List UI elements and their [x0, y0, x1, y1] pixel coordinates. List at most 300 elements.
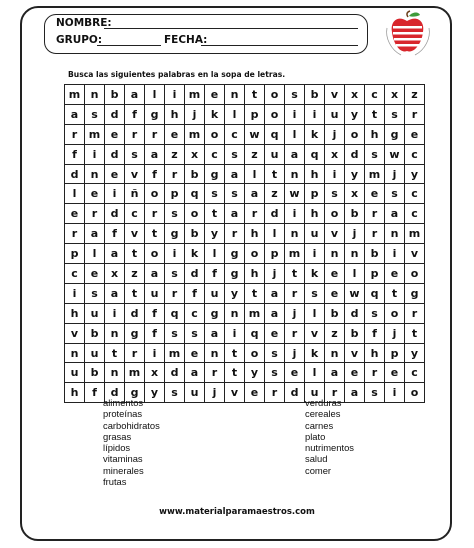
- grid-cell[interactable]: e: [185, 343, 205, 363]
- grid-cell[interactable]: e: [205, 85, 225, 105]
- grid-cell[interactable]: y: [405, 343, 425, 363]
- grid-cell[interactable]: s: [385, 104, 405, 124]
- grid-cell[interactable]: t: [405, 323, 425, 343]
- grid-cell[interactable]: i: [145, 343, 165, 363]
- grid-cell[interactable]: t: [245, 85, 265, 105]
- grid-cell[interactable]: r: [165, 164, 185, 184]
- grid-cell[interactable]: c: [185, 303, 205, 323]
- grid-cell[interactable]: u: [85, 343, 105, 363]
- grid-cell[interactable]: m: [185, 124, 205, 144]
- grid-cell[interactable]: s: [125, 144, 145, 164]
- grid-cell[interactable]: m: [405, 224, 425, 244]
- grid-cell[interactable]: e: [405, 124, 425, 144]
- grid-cell[interactable]: n: [285, 164, 305, 184]
- grid-cell[interactable]: d: [105, 104, 125, 124]
- grid-cell[interactable]: z: [325, 323, 345, 343]
- grid-cell[interactable]: e: [265, 323, 285, 343]
- grid-cell[interactable]: n: [385, 224, 405, 244]
- grid-cell[interactable]: r: [365, 363, 385, 383]
- grid-cell[interactable]: r: [245, 204, 265, 224]
- grid-cell[interactable]: g: [225, 244, 245, 264]
- grid-cell[interactable]: r: [125, 124, 145, 144]
- grid-cell[interactable]: x: [325, 144, 345, 164]
- grid-cell[interactable]: e: [85, 264, 105, 284]
- grid-cell[interactable]: q: [265, 124, 285, 144]
- grid-cell[interactable]: u: [145, 283, 165, 303]
- grid-cell[interactable]: f: [365, 323, 385, 343]
- grid-cell[interactable]: x: [145, 363, 165, 383]
- grid-cell[interactable]: s: [285, 85, 305, 105]
- grid-cell[interactable]: w: [245, 124, 265, 144]
- grid-cell[interactable]: n: [325, 343, 345, 363]
- grid-cell[interactable]: x: [105, 264, 125, 284]
- grid-cell[interactable]: c: [405, 184, 425, 204]
- grid-cell[interactable]: s: [225, 144, 245, 164]
- grid-cell[interactable]: e: [345, 363, 365, 383]
- grid-cell[interactable]: p: [165, 184, 185, 204]
- grid-cell[interactable]: n: [65, 343, 85, 363]
- grid-cell[interactable]: s: [85, 104, 105, 124]
- grid-cell[interactable]: n: [205, 343, 225, 363]
- grid-cell[interactable]: r: [145, 124, 165, 144]
- grid-cell[interactable]: u: [185, 383, 205, 403]
- grid-cell[interactable]: n: [105, 363, 125, 383]
- grid-cell[interactable]: o: [145, 244, 165, 264]
- grid-cell[interactable]: r: [85, 204, 105, 224]
- grid-cell[interactable]: m: [185, 85, 205, 105]
- grid-cell[interactable]: l: [85, 244, 105, 264]
- grid-cell[interactable]: e: [65, 204, 85, 224]
- grid-cell[interactable]: k: [305, 343, 325, 363]
- grid-cell[interactable]: z: [245, 144, 265, 164]
- grid-cell[interactable]: d: [125, 303, 145, 323]
- grid-cell[interactable]: z: [125, 264, 145, 284]
- grid-cell[interactable]: a: [145, 264, 165, 284]
- grid-cell[interactable]: q: [365, 283, 385, 303]
- grid-cell[interactable]: i: [385, 244, 405, 264]
- grid-cell[interactable]: d: [345, 303, 365, 323]
- grid-cell[interactable]: l: [145, 85, 165, 105]
- grid-cell[interactable]: j: [265, 264, 285, 284]
- grid-cell[interactable]: c: [405, 144, 425, 164]
- grid-cell[interactable]: t: [385, 283, 405, 303]
- grid-cell[interactable]: c: [365, 85, 385, 105]
- grid-cell[interactable]: r: [65, 124, 85, 144]
- grid-cell[interactable]: o: [325, 204, 345, 224]
- grid-cell[interactable]: f: [145, 323, 165, 343]
- grid-cell[interactable]: s: [165, 323, 185, 343]
- grid-cell[interactable]: d: [345, 144, 365, 164]
- grid-cell[interactable]: x: [185, 144, 205, 164]
- grid-cell[interactable]: v: [305, 323, 325, 343]
- grid-cell[interactable]: h: [245, 264, 265, 284]
- grid-cell[interactable]: z: [165, 144, 185, 164]
- grid-cell[interactable]: h: [165, 104, 185, 124]
- grid-cell[interactable]: o: [405, 264, 425, 284]
- grid-cell[interactable]: v: [325, 224, 345, 244]
- grid-cell[interactable]: n: [85, 85, 105, 105]
- grid-cell[interactable]: j: [345, 224, 365, 244]
- grid-cell[interactable]: v: [345, 343, 365, 363]
- grid-cell[interactable]: l: [305, 303, 325, 323]
- grid-cell[interactable]: r: [205, 363, 225, 383]
- grid-cell[interactable]: e: [85, 184, 105, 204]
- grid-cell[interactable]: m: [65, 85, 85, 105]
- grid-cell[interactable]: a: [145, 144, 165, 164]
- grid-cell[interactable]: n: [105, 323, 125, 343]
- grid-cell[interactable]: b: [305, 85, 325, 105]
- grid-cell[interactable]: l: [245, 164, 265, 184]
- grid-cell[interactable]: r: [165, 283, 185, 303]
- grid-cell[interactable]: d: [105, 144, 125, 164]
- grid-cell[interactable]: a: [185, 363, 205, 383]
- grid-cell[interactable]: i: [165, 244, 185, 264]
- grid-cell[interactable]: p: [365, 264, 385, 284]
- grid-cell[interactable]: s: [225, 184, 245, 204]
- grid-cell[interactable]: y: [345, 104, 365, 124]
- word-search-grid: [64, 84, 425, 403]
- grid-cell[interactable]: o: [205, 124, 225, 144]
- grid-cell[interactable]: a: [125, 85, 145, 105]
- grid-cell[interactable]: i: [385, 383, 405, 403]
- grid-cell[interactable]: k: [205, 104, 225, 124]
- grid-cell[interactable]: a: [225, 204, 245, 224]
- grid-cell[interactable]: w: [285, 184, 305, 204]
- grid-cell[interactable]: a: [325, 363, 345, 383]
- grid-cell[interactable]: n: [85, 164, 105, 184]
- grid-cell[interactable]: r: [405, 303, 425, 323]
- grid-cell[interactable]: f: [85, 383, 105, 403]
- grid-cell[interactable]: y: [145, 383, 165, 403]
- grid-cell[interactable]: c: [225, 124, 245, 144]
- grid-cell[interactable]: e: [285, 363, 305, 383]
- grid-cell[interactable]: l: [225, 104, 245, 124]
- grid-cell[interactable]: g: [165, 224, 185, 244]
- grid-cell[interactable]: i: [65, 283, 85, 303]
- fecha-field[interactable]: [201, 45, 358, 46]
- grid-cell[interactable]: r: [65, 224, 85, 244]
- grid-cell[interactable]: h: [245, 224, 265, 244]
- grid-cell[interactable]: e: [325, 283, 345, 303]
- grid-cell[interactable]: i: [305, 244, 325, 264]
- grid-cell[interactable]: j: [205, 383, 225, 403]
- grid-cell[interactable]: e: [325, 264, 345, 284]
- grid-cell[interactable]: l: [345, 264, 365, 284]
- grid-cell[interactable]: p: [65, 244, 85, 264]
- grid-cell[interactable]: t: [145, 224, 165, 244]
- grid-cell[interactable]: a: [245, 184, 265, 204]
- grid-cell[interactable]: r: [125, 343, 145, 363]
- grid-cell[interactable]: g: [205, 164, 225, 184]
- grid-cell[interactable]: n: [285, 224, 305, 244]
- grid-cell[interactable]: c: [405, 204, 425, 224]
- grid-cell[interactable]: e: [165, 124, 185, 144]
- grid-cell[interactable]: z: [265, 184, 285, 204]
- grid-cell[interactable]: v: [65, 323, 85, 343]
- grid-cell[interactable]: b: [185, 164, 205, 184]
- grid-row: [65, 323, 425, 343]
- grid-cell[interactable]: i: [285, 104, 305, 124]
- grid-cell[interactable]: p: [305, 184, 325, 204]
- grid-cell[interactable]: i: [165, 85, 185, 105]
- grid-cell[interactable]: g: [225, 264, 245, 284]
- grid-cell[interactable]: l: [65, 184, 85, 204]
- word-list-item: nutrimentos: [305, 442, 354, 454]
- grid-cell[interactable]: v: [405, 244, 425, 264]
- grid-cell[interactable]: d: [285, 383, 305, 403]
- word-list-item: proteínas: [103, 408, 143, 420]
- grid-cell[interactable]: s: [265, 343, 285, 363]
- grid-cell[interactable]: q: [245, 323, 265, 343]
- grid-cell[interactable]: v: [125, 164, 145, 184]
- grid-cell[interactable]: x: [345, 184, 365, 204]
- grid-cell[interactable]: o: [265, 104, 285, 124]
- grid-cell[interactable]: i: [305, 104, 325, 124]
- grid-cell[interactable]: z: [405, 85, 425, 105]
- grid-cell[interactable]: q: [165, 303, 185, 323]
- grid-cell[interactable]: h: [65, 383, 85, 403]
- grid-cell[interactable]: k: [305, 124, 325, 144]
- grid-cell[interactable]: i: [225, 323, 245, 343]
- grid-cell[interactable]: u: [85, 303, 105, 323]
- grid-cell[interactable]: x: [345, 85, 365, 105]
- grid-cell[interactable]: r: [325, 383, 345, 403]
- grid-cell[interactable]: u: [305, 383, 325, 403]
- grid-cell[interactable]: h: [365, 124, 385, 144]
- grid-cell[interactable]: n: [225, 85, 245, 105]
- grid-cell[interactable]: c: [65, 264, 85, 284]
- grid-cell[interactable]: v: [325, 85, 345, 105]
- grid-cell[interactable]: k: [185, 244, 205, 264]
- grid-cell[interactable]: y: [345, 164, 365, 184]
- grid-cell[interactable]: r: [365, 224, 385, 244]
- grid-cell[interactable]: a: [105, 244, 125, 264]
- grid-cell[interactable]: a: [345, 383, 365, 403]
- grid-cell[interactable]: y: [205, 224, 225, 244]
- grid-cell[interactable]: s: [185, 323, 205, 343]
- grid-cell[interactable]: b: [345, 323, 365, 343]
- grid-cell[interactable]: o: [245, 343, 265, 363]
- grid-cell[interactable]: f: [145, 164, 165, 184]
- grid-cell[interactable]: m: [85, 124, 105, 144]
- grid-cell[interactable]: t: [225, 343, 245, 363]
- grid-cell[interactable]: j: [325, 124, 345, 144]
- grid-cell[interactable]: r: [285, 283, 305, 303]
- grid-cell[interactable]: g: [125, 383, 145, 403]
- grid-cell[interactable]: s: [305, 283, 325, 303]
- grid-cell[interactable]: g: [385, 124, 405, 144]
- grid-cell[interactable]: b: [345, 204, 365, 224]
- grid-row: [65, 124, 425, 144]
- grid-cell[interactable]: b: [325, 303, 345, 323]
- grid-cell[interactable]: r: [145, 204, 165, 224]
- grid-cell[interactable]: x: [385, 85, 405, 105]
- grid-cell[interactable]: s: [365, 144, 385, 164]
- grid-cell[interactable]: f: [145, 303, 165, 323]
- grid-cell[interactable]: j: [285, 343, 305, 363]
- grid-cell[interactable]: h: [65, 303, 85, 323]
- grid-cell[interactable]: o: [345, 124, 365, 144]
- grid-cell[interactable]: f: [65, 144, 85, 164]
- grid-cell[interactable]: f: [105, 224, 125, 244]
- grid-cell[interactable]: m: [245, 303, 265, 323]
- grid-cell[interactable]: j: [385, 323, 405, 343]
- grid-cell[interactable]: a: [385, 204, 405, 224]
- grid-cell[interactable]: a: [285, 144, 305, 164]
- grid-cell[interactable]: t: [125, 244, 145, 264]
- grid-cell[interactable]: s: [85, 283, 105, 303]
- grid-cell[interactable]: o: [185, 204, 205, 224]
- grid-cell[interactable]: a: [105, 283, 125, 303]
- grid-cell[interactable]: c: [125, 204, 145, 224]
- grid-cell[interactable]: n: [225, 303, 245, 323]
- grid-cell[interactable]: s: [165, 204, 185, 224]
- grid-cell[interactable]: m: [165, 343, 185, 363]
- grid-cell[interactable]: a: [225, 164, 245, 184]
- grid-cell[interactable]: t: [365, 104, 385, 124]
- grid-cell[interactable]: i: [105, 303, 125, 323]
- grid-cell[interactable]: m: [285, 244, 305, 264]
- grid-cell[interactable]: u: [65, 363, 85, 383]
- grid-cell[interactable]: f: [125, 104, 145, 124]
- grid-cell[interactable]: o: [145, 184, 165, 204]
- grid-cell[interactable]: s: [205, 184, 225, 204]
- grid-cell[interactable]: d: [165, 363, 185, 383]
- grid-cell[interactable]: q: [305, 144, 325, 164]
- grid-cell[interactable]: t: [285, 264, 305, 284]
- grid-cell[interactable]: y: [225, 283, 245, 303]
- grid-cell[interactable]: s: [365, 303, 385, 323]
- grid-cell[interactable]: i: [325, 164, 345, 184]
- grid-cell[interactable]: p: [245, 104, 265, 124]
- grid-cell[interactable]: g: [125, 323, 145, 343]
- grid-cell[interactable]: o: [265, 85, 285, 105]
- grid-cell[interactable]: h: [305, 164, 325, 184]
- grid-cell[interactable]: a: [85, 224, 105, 244]
- grid-cell[interactable]: a: [265, 303, 285, 323]
- grid-cell[interactable]: k: [305, 264, 325, 284]
- grid-cell[interactable]: l: [285, 124, 305, 144]
- grid-cell[interactable]: n: [345, 244, 365, 264]
- grid-cell[interactable]: y: [245, 363, 265, 383]
- grid-cell[interactable]: d: [265, 204, 285, 224]
- grid-cell[interactable]: r: [285, 323, 305, 343]
- grid-cell[interactable]: m: [365, 164, 385, 184]
- grid-cell[interactable]: s: [265, 363, 285, 383]
- grid-cell[interactable]: b: [365, 244, 385, 264]
- grid-cell[interactable]: b: [85, 363, 105, 383]
- grid-cell[interactable]: a: [265, 283, 285, 303]
- grid-cell[interactable]: t: [225, 363, 245, 383]
- word-list-item: carbohidratos: [103, 419, 160, 431]
- grid-cell[interactable]: r: [265, 383, 285, 403]
- grid-cell[interactable]: e: [105, 124, 125, 144]
- grid-cell[interactable]: p: [265, 244, 285, 264]
- word-list-item: comer: [305, 464, 332, 476]
- grid-cell[interactable]: f: [205, 264, 225, 284]
- grupo-field[interactable]: [97, 45, 161, 46]
- grid-cell[interactable]: i: [105, 184, 125, 204]
- grid-cell[interactable]: o: [245, 244, 265, 264]
- grid-cell[interactable]: o: [405, 383, 425, 403]
- grid-cell[interactable]: i: [285, 204, 305, 224]
- grid-cell[interactable]: l: [205, 244, 225, 264]
- grid-cell[interactable]: d: [105, 204, 125, 224]
- grid-cell[interactable]: n: [325, 244, 345, 264]
- grid-cell[interactable]: v: [125, 224, 145, 244]
- grid-cell[interactable]: ñ: [125, 184, 145, 204]
- grid-cell[interactable]: e: [105, 164, 125, 184]
- grid-cell[interactable]: b: [105, 85, 125, 105]
- grid-cell[interactable]: r: [365, 204, 385, 224]
- grid-cell[interactable]: h: [305, 204, 325, 224]
- grid-cell[interactable]: s: [165, 383, 185, 403]
- grid-cell[interactable]: t: [125, 283, 145, 303]
- grid-cell[interactable]: a: [65, 104, 85, 124]
- grid-cell[interactable]: l: [305, 363, 325, 383]
- grid-cell[interactable]: e: [385, 264, 405, 284]
- grid-cell[interactable]: h: [365, 343, 385, 363]
- grid-cell[interactable]: t: [205, 204, 225, 224]
- grid-cell[interactable]: t: [265, 164, 285, 184]
- grid-cell[interactable]: a: [205, 323, 225, 343]
- grid-cell[interactable]: m: [125, 363, 145, 383]
- grid-cell[interactable]: u: [305, 224, 325, 244]
- grid-cell[interactable]: s: [365, 383, 385, 403]
- grid-cell[interactable]: u: [265, 144, 285, 164]
- grid-cell[interactable]: o: [385, 303, 405, 323]
- grid-cell[interactable]: q: [185, 184, 205, 204]
- grid-cell[interactable]: e: [385, 363, 405, 383]
- grid-cell[interactable]: s: [325, 184, 345, 204]
- grid-cell[interactable]: j: [385, 164, 405, 184]
- grid-cell[interactable]: c: [405, 363, 425, 383]
- grid-cell[interactable]: u: [205, 283, 225, 303]
- grid-cell[interactable]: j: [285, 303, 305, 323]
- grid-cell[interactable]: w: [385, 144, 405, 164]
- grid-cell[interactable]: i: [85, 144, 105, 164]
- word-list-item: cereales: [305, 408, 341, 420]
- grid-cell[interactable]: w: [345, 283, 365, 303]
- grid-cell[interactable]: s: [385, 184, 405, 204]
- grid-cell[interactable]: d: [185, 264, 205, 284]
- grid-cell[interactable]: b: [185, 224, 205, 244]
- grid-cell[interactable]: g: [145, 104, 165, 124]
- grid-cell[interactable]: r: [225, 224, 245, 244]
- grid-cell[interactable]: t: [105, 343, 125, 363]
- grid-cell[interactable]: g: [405, 283, 425, 303]
- grid-cell[interactable]: b: [85, 323, 105, 343]
- nombre-field[interactable]: [104, 28, 358, 29]
- grid-cell[interactable]: p: [385, 343, 405, 363]
- grid-cell[interactable]: v: [225, 383, 245, 403]
- grid-cell[interactable]: e: [245, 383, 265, 403]
- grid-cell[interactable]: f: [185, 283, 205, 303]
- grid-cell[interactable]: d: [105, 383, 125, 403]
- grid-cell[interactable]: g: [205, 303, 225, 323]
- grid-cell[interactable]: l: [265, 224, 285, 244]
- grid-cell[interactable]: e: [365, 184, 385, 204]
- fecha-label: FECHA:: [164, 34, 208, 46]
- grid-cell[interactable]: d: [65, 164, 85, 184]
- grid-cell[interactable]: r: [405, 104, 425, 124]
- grid-cell[interactable]: j: [185, 104, 205, 124]
- grid-cell[interactable]: u: [325, 104, 345, 124]
- grid-cell[interactable]: s: [165, 264, 185, 284]
- grid-cell[interactable]: y: [405, 164, 425, 184]
- grid-cell[interactable]: c: [205, 144, 225, 164]
- grid-cell[interactable]: t: [245, 283, 265, 303]
